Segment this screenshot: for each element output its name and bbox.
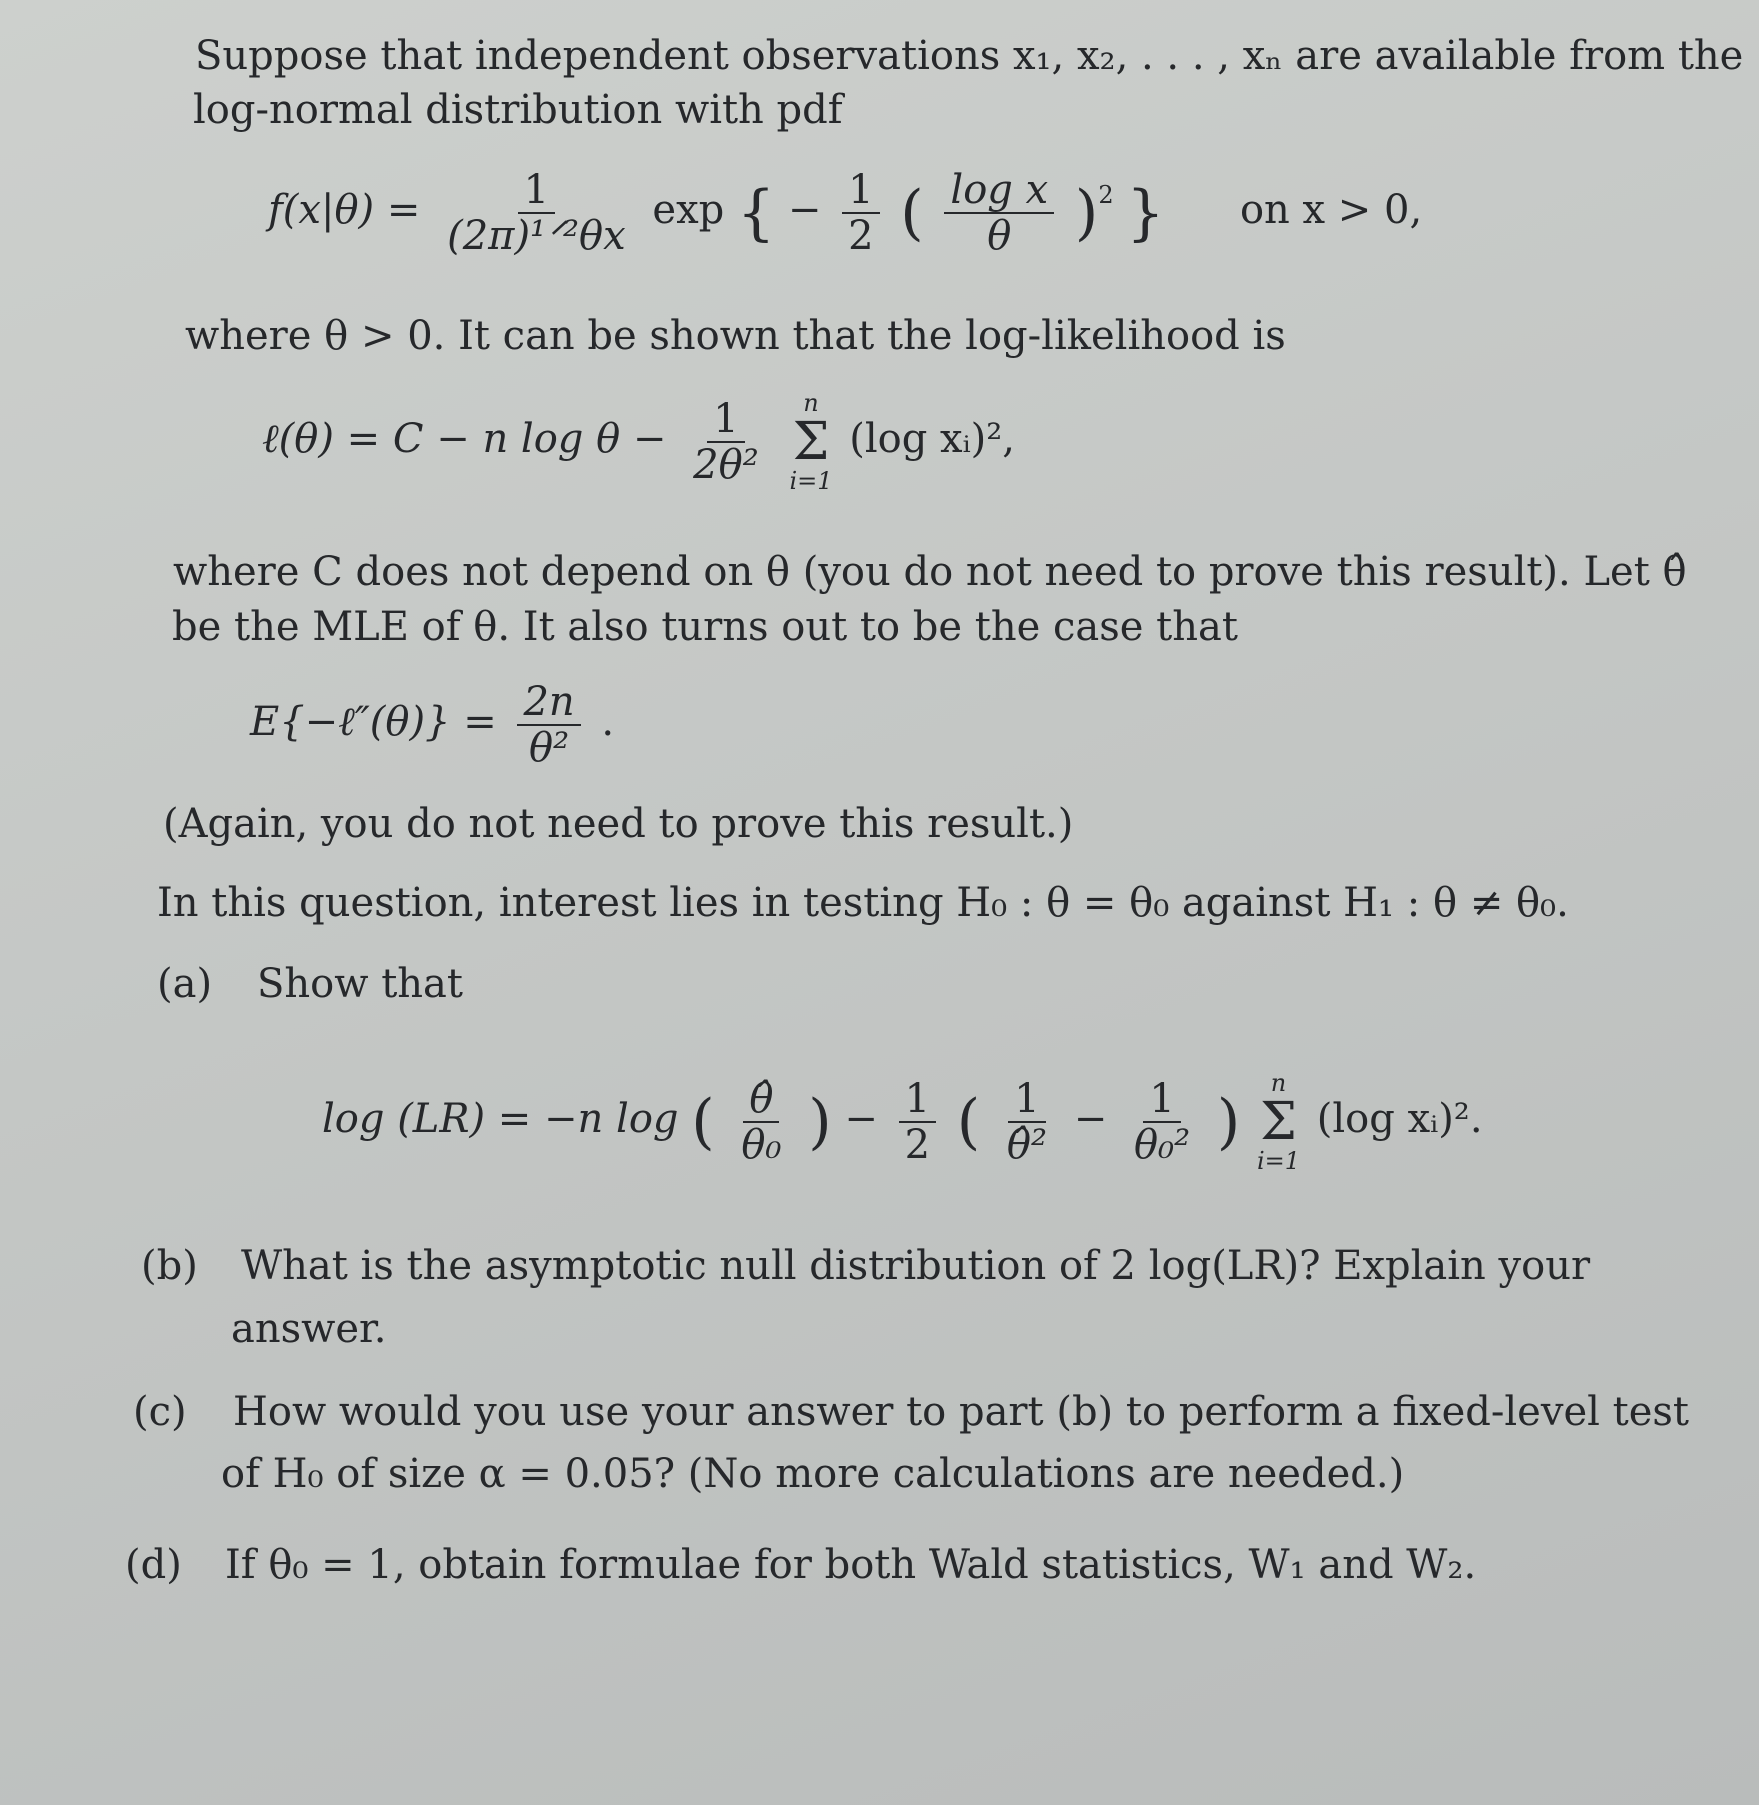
- pdf-brace-left: {: [736, 178, 776, 248]
- information-equation: [250, 680, 614, 770]
- loglr-half-num: 1: [899, 1077, 936, 1123]
- part-c-line-1: How would you use your answer to part (b) to perform a fixed-level test: [233, 1389, 1689, 1435]
- loglr-inv-thetahat: [1001, 1077, 1053, 1167]
- information-fraction: [517, 680, 580, 770]
- pdf-equation: f(x|θ) = $\frac{1}{\text{(2π)¹ᐟ²θx}}$ exp { − $\frac{1}{2}$ ( $\frac{\text{log x}}{\theta}$ )$^2$ } on x > 0,: [268, 167, 1423, 259]
- part-b-line-2: answer.: [231, 1306, 387, 1352]
- loglr-ratio: [735, 1077, 787, 1167]
- part-a-text: Show that: [257, 961, 463, 1007]
- part-c-line-2: of H₀ of size α = 0.05? (No more calculations are needed.): [221, 1451, 1405, 1497]
- pdf-half-num: 1: [842, 168, 879, 214]
- loglr-ratio-num: θ̂: [743, 1077, 779, 1123]
- pdf-paren-right: ): [1074, 178, 1099, 248]
- loglr-minus: −: [844, 1096, 878, 1142]
- pdf-log-den: θ: [987, 213, 1012, 259]
- information-den: θ²: [529, 725, 570, 771]
- loglr-half-den: 2: [904, 1122, 931, 1168]
- pdf-fraction: [441, 168, 632, 258]
- loglik-lhs: ℓ(θ) = C − n log θ −: [262, 416, 667, 462]
- loglr-term: (log xᵢ)².: [1316, 1096, 1483, 1142]
- loglr-lhs: log (LR) = −n log: [322, 1096, 679, 1142]
- loglr-paren-1-left: (: [691, 1087, 715, 1157]
- loglr-half: [899, 1077, 936, 1167]
- part-c: [133, 1388, 1689, 1436]
- pdf-paren-left: (: [900, 178, 924, 248]
- pdf-condition: on x > 0,: [1239, 187, 1423, 233]
- pdf-half: [842, 168, 879, 258]
- loglr-sum: [1257, 1070, 1300, 1174]
- loglr-inv-theta0-num: 1: [1143, 1077, 1180, 1123]
- mle-line-2: be the MLE of θ. It also turns out to be the case that: [172, 604, 1238, 650]
- loglr-inv-thetahat-num: 1: [1008, 1077, 1045, 1123]
- loglik-sum: [789, 390, 832, 494]
- intro-line-2: log-normal distribution with pdf: [193, 87, 843, 133]
- loglik-intro: where θ > 0. It can be shown that the log-likelihood is: [185, 313, 1286, 359]
- sigma-symbol: Σ: [792, 412, 830, 472]
- pdf-brace-right: }: [1126, 178, 1165, 248]
- part-c-label: (c): [133, 1389, 187, 1435]
- loglr-sum-bottom: i=1: [1257, 1147, 1301, 1175]
- intro-line-1: Suppose that independent observations x₁, x₂, . . . , xₙ are available from the: [195, 33, 1744, 79]
- sigma-symbol: Σ: [1260, 1092, 1297, 1152]
- mle-line-1: where C does not depend on θ (you do not need to prove this result). Let θ̂: [173, 549, 1687, 595]
- pdf-exp: exp: [652, 187, 725, 233]
- loglik-equation: [262, 390, 1015, 494]
- loglr-inv-thetahat-den: θ̂²: [1006, 1122, 1048, 1168]
- part-d-label: (d): [125, 1542, 182, 1588]
- pdf-fraction-den: (2π)¹ᐟ²θx: [447, 213, 626, 259]
- loglr-ratio-den: θ₀: [741, 1122, 782, 1168]
- part-d-text: If θ₀ = 1, obtain formulae for both Wald statistics, W₁ and W₂.: [225, 1542, 1477, 1588]
- loglik-sum-top: n: [803, 389, 819, 417]
- loglr-paren-2-right: ): [1216, 1087, 1241, 1157]
- loglik-fraction-num: 1: [707, 397, 744, 443]
- loglr-paren-1-right: ): [808, 1087, 832, 1157]
- loglr-sum-top: n: [1270, 1069, 1287, 1097]
- information-lhs: E{−ℓ″(θ)} =: [250, 699, 497, 745]
- pdf-half-den: 2: [848, 213, 874, 259]
- pdf-log-num: log x: [944, 168, 1054, 214]
- loglik-term: (log xᵢ)²,: [849, 416, 1015, 462]
- loglik-fraction: [687, 397, 765, 487]
- loglr-inv-theta0-den: θ₀²: [1133, 1122, 1191, 1168]
- part-b-label: (b): [141, 1243, 198, 1289]
- loglr-paren-2-left: (: [956, 1087, 981, 1157]
- part-a-label: (a): [157, 961, 213, 1007]
- loglr-equation: log (LR) = −n log ( $\frac{\thetâ}{\text{θ₀}}$ ) − $\frac{1}{2}$ ( $\frac{1}{\text{θ̂²}}$ − $\frac{1}{\text{θ₀²}}$ ) n Σ i=1 (log xᵢ)².: [322, 1069, 1483, 1175]
- pdf-lhs: f(x|θ) =: [268, 187, 421, 233]
- loglik-fraction-den: 2θ²: [693, 442, 759, 488]
- pdf-log-fraction: [944, 168, 1054, 258]
- loglr-inv-theta0: [1128, 1077, 1196, 1167]
- information-num: 2n: [517, 680, 580, 726]
- loglik-sum-bottom: i=1: [789, 467, 833, 495]
- hypothesis-statement: In this question, interest lies in testing H₀ : θ = θ₀ against H₁ : θ ≠ θ₀.: [157, 880, 1569, 926]
- pdf-fraction-num: 1: [518, 168, 555, 214]
- information-period: .: [601, 699, 615, 745]
- part-a: [157, 960, 463, 1008]
- part-b: [141, 1242, 1590, 1290]
- part-b-line-1: What is the asymptotic null distribution of 2 log(LR)? Explain your: [241, 1243, 1591, 1289]
- again-note: (Again, you do not need to prove this result.): [163, 801, 1074, 847]
- part-d: [125, 1541, 1476, 1589]
- pdf-power: 2: [1098, 181, 1114, 209]
